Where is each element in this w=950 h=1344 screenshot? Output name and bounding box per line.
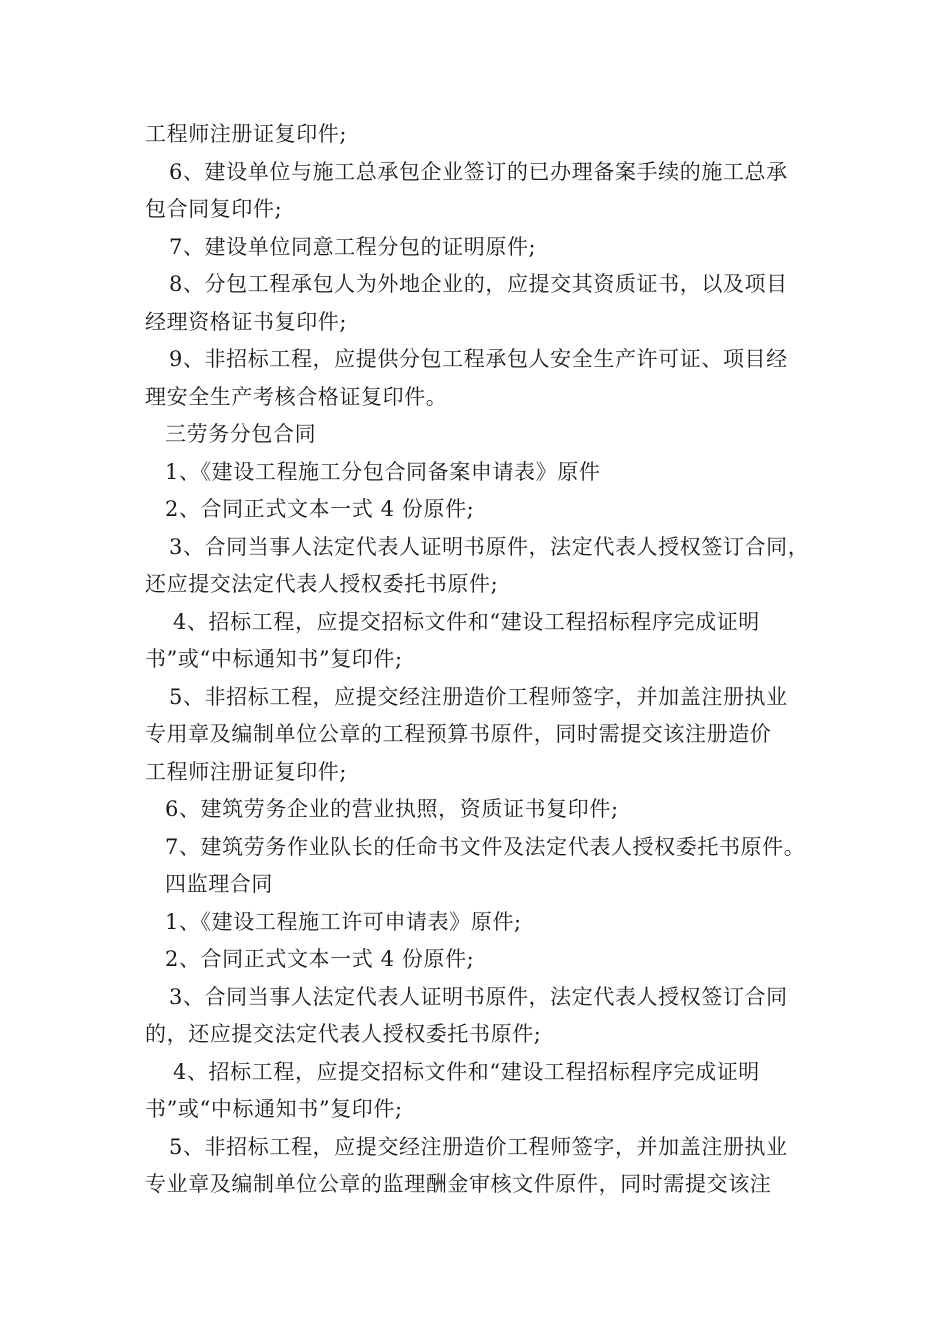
list-item-7: 7、建筑劳务作业队长的任命书文件及法定代表人授权委托书原件。 (165, 834, 806, 859)
text-line: 专用章及编制单位公章的工程预算书原件，同时需提交该注册造价 (145, 722, 772, 746)
list-item-1: 1、《建设工程施工分包合同备案申请表》原件 (165, 459, 601, 484)
list-item-3: 3、合同当事人法定代表人证明书原件，法定代表人授权签订合同 (169, 984, 788, 1009)
text-line: 的，还应提交法定代表人授权委托书原件; (145, 1022, 542, 1046)
document-body (145, 116, 815, 1204)
list-item-5: 5、非招标工程，应提交经注册造价工程师签字，并加盖注册执业 (169, 684, 788, 709)
list-item-6: 6、建筑劳务企业的营业执照，资质证书复印件; (165, 797, 619, 821)
list-item-4: 4、招标工程，应提交招标文件和“建设工程招标程序完成证明 (173, 609, 760, 634)
text-line: 书”或“中标通知书”复印件; (145, 647, 403, 671)
list-item-4: 4、招标工程，应提交招标文件和“建设工程招标程序完成证明 (173, 1059, 760, 1084)
text-line: 经理资格证书复印件; (145, 309, 348, 334)
text-line: 工程师注册证复印件; (145, 759, 348, 784)
text-line: 专业章及编制单位公章的监理酬金审核文件原件，同时需提交该注 (145, 1172, 772, 1196)
text-line: 工程师注册证复印件; (145, 122, 348, 146)
list-item-8: 8、分包工程承包人为外地企业的，应提交其资质证书，以及项目 (169, 272, 788, 296)
list-item-2: 2、合同正式文本一式 4 份原件; (165, 497, 475, 521)
list-item-7: 7、建设单位同意工程分包的证明原件; (169, 234, 537, 259)
text-line: 还应提交法定代表人授权委托书原件; (145, 572, 499, 596)
list-item-6: 6、建设单位与施工总承包企业签订的已办理备案手续的施工总承 (169, 159, 788, 184)
text-line: 书”或“中标通知书”复印件; (145, 1097, 403, 1121)
list-item-2: 2、合同正式文本一式 4 份原件; (165, 947, 475, 971)
section-heading: 三劳务分包合同 (165, 422, 317, 446)
list-item-3: 3、合同当事人法定代表人证明书原件，法定代表人授权签订合同， (169, 534, 810, 559)
list-item-1: 1、《建设工程施工许可申请表》原件; (165, 909, 522, 934)
section-heading: 四监理合同 (165, 872, 273, 896)
text-line: 理安全生产考核合格证复印件。 (145, 384, 448, 409)
list-item-9: 9、非招标工程，应提供分包工程承包人安全生产许可证、项目经 (169, 347, 788, 371)
list-item-5: 5、非招标工程，应提交经注册造价工程师签字，并加盖注册执业 (169, 1134, 788, 1159)
text-line: 包合同复印件; (145, 197, 283, 221)
